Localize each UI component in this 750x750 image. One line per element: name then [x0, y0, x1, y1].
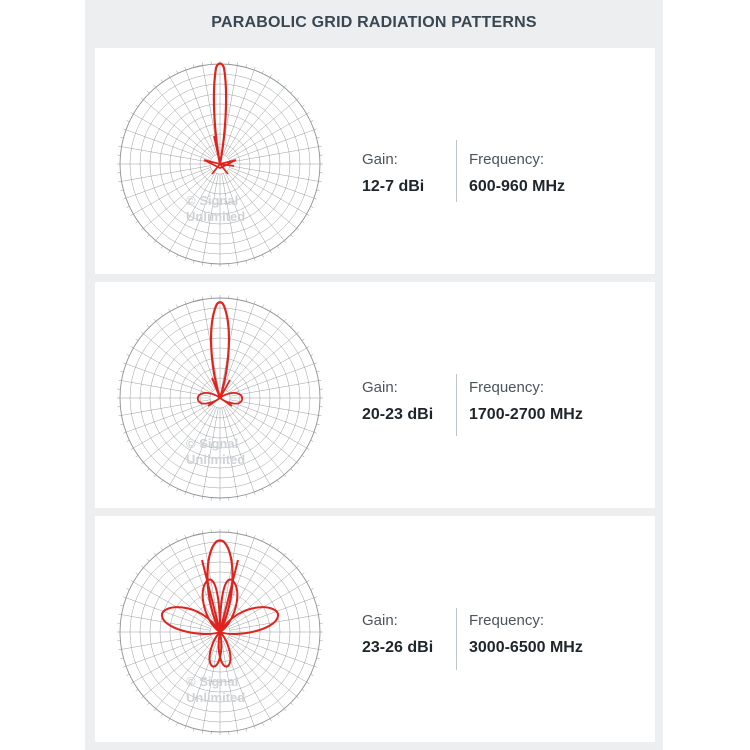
pattern-card-2 [95, 282, 655, 508]
grid-tick [131, 113, 134, 115]
grid-tick [314, 129, 317, 130]
grid-tick [176, 539, 177, 542]
grid-tick [297, 228, 299, 230]
radiation-pattern-chart-2 [100, 286, 340, 506]
watermark-line2: Unlimited [186, 452, 246, 467]
grid-tick [147, 469, 149, 471]
grid-tick [262, 305, 263, 308]
grid-tick [185, 726, 186, 729]
grid-tick [284, 319, 286, 321]
grid-tick [136, 339, 138, 341]
grid-tick [119, 649, 122, 650]
grid-tick [193, 533, 194, 536]
grid-tick [169, 309, 171, 312]
grid-tick [185, 258, 186, 261]
grid-tick [147, 325, 149, 327]
grid-spoke [122, 147, 211, 163]
grid-tick [202, 730, 203, 733]
grid-tick [161, 314, 163, 316]
grid-tick [169, 485, 171, 488]
grid-tick [147, 703, 149, 705]
grid-tick [277, 80, 279, 82]
frequency-value: 3000-6500 MHz [469, 639, 583, 656]
grid-tick [246, 299, 247, 302]
grid-tick [176, 489, 177, 492]
grid-tick [147, 91, 149, 93]
divider [456, 608, 457, 670]
grid-tick [154, 709, 156, 711]
grid-tick [317, 371, 320, 372]
grid-tick [169, 75, 171, 78]
grid-tick [270, 75, 272, 78]
grid-tick [141, 98, 143, 100]
gain-value: 23-26 dBi [362, 639, 434, 656]
grid-tick [311, 120, 314, 121]
grid-tick [193, 261, 194, 264]
grid-tick [317, 605, 320, 606]
grid-tick [136, 573, 138, 575]
grid-tick [154, 241, 156, 243]
watermark-line2: Unlimited [186, 209, 246, 224]
grid-tick [314, 597, 317, 598]
grid-tick [121, 605, 124, 606]
grid-tick [119, 380, 122, 381]
grid-tick [161, 548, 163, 550]
pattern-card-1 [95, 48, 655, 274]
grid-tick [169, 543, 171, 546]
grid-tick [176, 723, 177, 726]
grid-tick [277, 314, 279, 316]
grid-tick [131, 448, 134, 450]
grid-tick [136, 105, 138, 107]
grid-tick [119, 181, 122, 182]
grid-tick [254, 726, 255, 729]
grid-tick [317, 424, 320, 425]
grid-tick [136, 221, 138, 223]
grid-tick [246, 495, 247, 498]
grid-tick [123, 129, 126, 130]
watermark-line1: © Signal [186, 436, 239, 451]
grid-tick [262, 71, 263, 74]
grid-tick [318, 614, 321, 615]
grid-tick [123, 597, 126, 598]
grid-tick [254, 301, 255, 304]
grid-tick [202, 262, 203, 265]
grid-tick [318, 380, 321, 381]
grid-tick [127, 588, 130, 589]
watermark-line1: © Signal [186, 674, 239, 689]
grid-tick [311, 440, 314, 441]
grid-tick [291, 91, 293, 93]
grid-tick [314, 198, 317, 199]
grid-tick [254, 492, 255, 495]
grid-tick [121, 371, 124, 372]
grid-tick [254, 535, 255, 538]
grid-tick [141, 566, 143, 568]
grid-tick [270, 309, 272, 312]
grid-tick [291, 469, 293, 471]
grid-tick [317, 658, 320, 659]
grid-tick [154, 319, 156, 321]
grid-tick [141, 696, 143, 698]
grid-tick [302, 455, 304, 457]
grid-tick [176, 305, 177, 308]
grid-tick [161, 246, 163, 248]
grid-tick [127, 440, 130, 441]
grid-tick [246, 261, 247, 264]
grid-tick [131, 581, 134, 583]
grid-tick [237, 63, 238, 66]
grid-tick [193, 729, 194, 732]
grid-tick [270, 719, 272, 722]
grid-tick [317, 137, 320, 138]
grid-tick [262, 489, 263, 492]
grid-tick [237, 531, 238, 534]
grid-tick [141, 462, 143, 464]
grid-tick [311, 674, 314, 675]
grid-tick [284, 475, 286, 477]
grid-tick [161, 714, 163, 716]
grid-tick [302, 221, 304, 223]
grid-tick [297, 696, 299, 698]
page-title: PARABOLIC GRID RADIATION PATTERNS [211, 14, 537, 31]
grid-tick [307, 214, 310, 216]
grid-tick [314, 432, 317, 433]
grid-tick [136, 689, 138, 691]
grid-tick [131, 347, 134, 349]
grid-tick [284, 85, 286, 87]
grid-tick [193, 65, 194, 68]
grid-tick [154, 85, 156, 87]
grid-tick [119, 415, 122, 416]
grid-tick [185, 301, 186, 304]
grid-tick [277, 548, 279, 550]
grid-tick [302, 105, 304, 107]
divider [456, 140, 457, 202]
grid-tick [136, 455, 138, 457]
grid-tick [246, 729, 247, 732]
grid-tick [147, 559, 149, 561]
gain-label: Gain: [362, 612, 398, 629]
grid-spoke [230, 634, 319, 650]
grid-tick [123, 198, 126, 199]
grid-tick [237, 262, 238, 265]
grid-spoke [230, 147, 319, 163]
grid-tick [254, 67, 255, 70]
grid-tick [141, 228, 143, 230]
grid-tick [119, 146, 122, 147]
divider [456, 374, 457, 436]
frequency-value: 1700-2700 MHz [469, 406, 583, 423]
grid-tick [311, 588, 314, 589]
grid-tick [311, 354, 314, 355]
grid-tick [291, 559, 293, 561]
watermark-line1: © Signal [186, 193, 239, 208]
grid-spoke [230, 400, 319, 416]
grid-tick [277, 246, 279, 248]
radiation-pattern-chart-1 [100, 52, 340, 272]
grid-tick [254, 258, 255, 261]
grid-tick [314, 363, 317, 364]
grid-tick [161, 480, 163, 482]
frequency-label: Frequency: [469, 612, 545, 629]
grid-tick [246, 65, 247, 68]
grid-tick [284, 241, 286, 243]
grid-tick [193, 495, 194, 498]
grid-tick [302, 689, 304, 691]
grid-tick [127, 206, 130, 207]
grid-tick [277, 714, 279, 716]
grid-tick [318, 415, 321, 416]
grid-tick [302, 573, 304, 575]
grid-tick [291, 703, 293, 705]
grid-tick [262, 255, 263, 258]
grid-tick [123, 666, 126, 667]
frequency-value: 600-960 MHz [469, 178, 566, 195]
grid-tick [270, 251, 272, 254]
radiation-pattern-chart-3 [100, 520, 340, 740]
grid-tick [123, 363, 126, 364]
grid-tick [307, 581, 310, 583]
grid-tick [314, 666, 317, 667]
grid-tick [307, 113, 310, 115]
grid-tick [297, 462, 299, 464]
grid-tick [202, 496, 203, 499]
grid-tick [127, 120, 130, 121]
grid-tick [131, 682, 134, 684]
grid-tick [121, 190, 124, 191]
grid-tick [237, 297, 238, 300]
grid-tick [297, 566, 299, 568]
grid-spoke [122, 400, 211, 416]
grid-tick [297, 98, 299, 100]
grid-tick [246, 533, 247, 536]
grid-tick [318, 649, 321, 650]
grid-tick [318, 146, 321, 147]
frequency-label: Frequency: [469, 151, 545, 168]
grid-tick [161, 80, 163, 82]
grid-tick [169, 251, 171, 254]
grid-tick [270, 543, 272, 546]
grid-tick [154, 475, 156, 477]
frequency-label: Frequency: [469, 379, 545, 396]
grid-tick [262, 723, 263, 726]
grid-spoke [122, 634, 211, 650]
grid-tick [307, 347, 310, 349]
watermark-line2: Unlimited [186, 690, 246, 705]
grid-tick [127, 354, 130, 355]
grid-tick [121, 658, 124, 659]
grid-tick [284, 553, 286, 555]
grid-tick [277, 480, 279, 482]
grid-tick [284, 709, 286, 711]
grid-tick [291, 235, 293, 237]
grid-tick [297, 332, 299, 334]
grid-tick [311, 206, 314, 207]
grid-tick [185, 535, 186, 538]
grid-tick [237, 730, 238, 733]
grid-tick [307, 682, 310, 684]
gain-label: Gain: [362, 151, 398, 168]
grid-tick [291, 325, 293, 327]
grid-tick [141, 332, 143, 334]
grid-tick [121, 424, 124, 425]
grid-tick [202, 297, 203, 300]
grid-spoke [122, 381, 211, 397]
grid-tick [169, 719, 171, 722]
grid-tick [302, 339, 304, 341]
gain-value: 12-7 dBi [362, 178, 425, 195]
grid-tick [121, 137, 124, 138]
grid-tick [193, 299, 194, 302]
grid-tick [119, 614, 122, 615]
grid-tick [185, 492, 186, 495]
grid-tick [154, 553, 156, 555]
grid-tick [202, 63, 203, 66]
gain-value: 20-23 dBi [362, 406, 434, 423]
grid-tick [202, 531, 203, 534]
gain-label: Gain: [362, 379, 398, 396]
grid-spoke [230, 166, 319, 182]
grid-tick [131, 214, 134, 216]
grid-tick [270, 485, 272, 488]
grid-spoke [122, 166, 211, 182]
grid-tick [123, 432, 126, 433]
grid-tick [307, 448, 310, 450]
grid-tick [185, 67, 186, 70]
grid-tick [318, 181, 321, 182]
grid-tick [262, 539, 263, 542]
grid-tick [317, 190, 320, 191]
grid-tick [147, 235, 149, 237]
pattern-card-3 [95, 516, 655, 742]
grid-tick [176, 255, 177, 258]
grid-tick [176, 71, 177, 74]
grid-spoke [230, 381, 319, 397]
grid-tick [127, 674, 130, 675]
grid-tick [237, 496, 238, 499]
